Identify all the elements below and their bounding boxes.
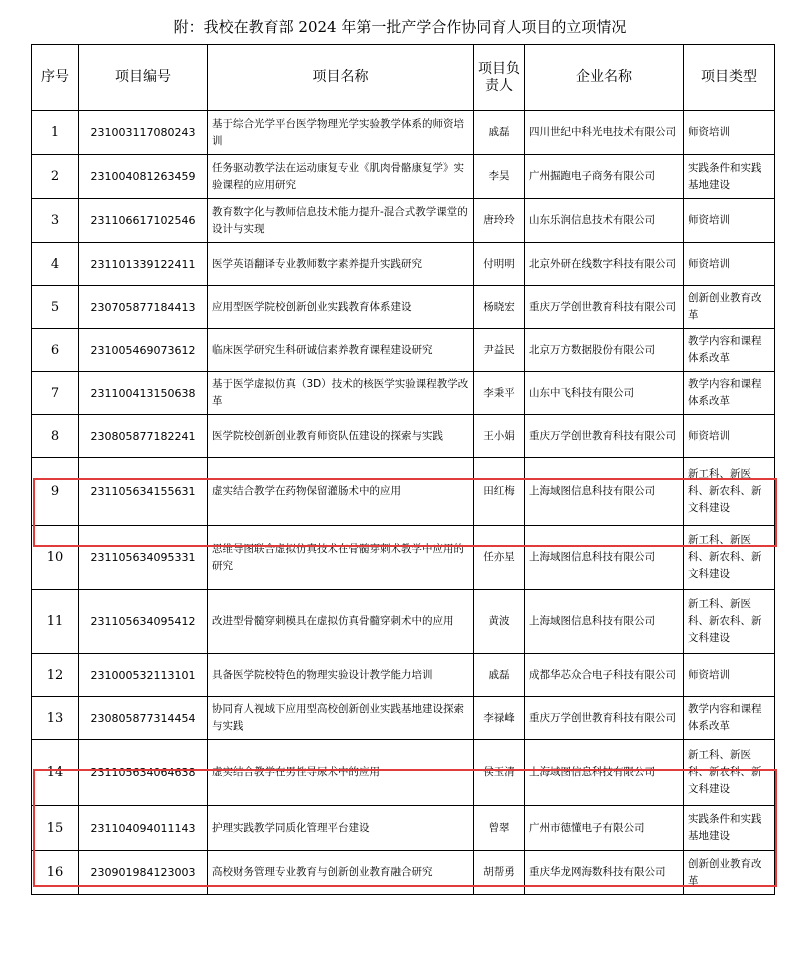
cell-type: 教学内容和课程体系改革 bbox=[684, 372, 775, 415]
cell-type: 新工科、新医科、新农科、新文科建设 bbox=[684, 590, 775, 654]
header-code: 项目编号 bbox=[79, 45, 208, 111]
table-row bbox=[32, 851, 775, 895]
cell-company: 重庆万学创世教育科技有限公司 bbox=[525, 697, 684, 740]
cell-company: 重庆华龙网海数科技有限公司 bbox=[525, 851, 684, 895]
cell-leader: 戚磊 bbox=[474, 111, 525, 155]
cell-name: 护理实践教学同质化管理平台建设 bbox=[208, 806, 474, 851]
cell-seq: 16 bbox=[32, 851, 79, 895]
table-row bbox=[32, 697, 775, 740]
table-row bbox=[32, 526, 775, 590]
header-type: 项目类型 bbox=[684, 45, 775, 111]
cell-company: 上海域图信息科技有限公司 bbox=[525, 590, 684, 654]
cell-leader: 付明明 bbox=[474, 243, 525, 286]
cell-code: 231106617102546 bbox=[79, 199, 208, 243]
cell-company: 上海域图信息科技有限公司 bbox=[525, 740, 684, 806]
table-row bbox=[32, 415, 775, 458]
cell-code: 231005469073612 bbox=[79, 329, 208, 372]
cell-name: 教育数字化与教师信息技术能力提升-混合式教学课堂的设计与实现 bbox=[208, 199, 474, 243]
table-row bbox=[32, 199, 775, 243]
cell-name: 具备医学院校特色的物理实验设计教学能力培训 bbox=[208, 654, 474, 697]
cell-code: 231101339122411 bbox=[79, 243, 208, 286]
cell-company: 成都华芯众合电子科技有限公司 bbox=[525, 654, 684, 697]
cell-seq: 1 bbox=[32, 111, 79, 155]
table-row bbox=[32, 590, 775, 654]
table-row bbox=[32, 329, 775, 372]
projects-table bbox=[31, 44, 775, 895]
cell-company: 上海域图信息科技有限公司 bbox=[525, 458, 684, 526]
cell-type: 师资培训 bbox=[684, 111, 775, 155]
cell-seq: 8 bbox=[32, 415, 79, 458]
table-row bbox=[32, 111, 775, 155]
cell-code: 230805877314454 bbox=[79, 697, 208, 740]
cell-type: 师资培训 bbox=[684, 415, 775, 458]
cell-seq: 2 bbox=[32, 155, 79, 199]
cell-type: 新工科、新医科、新农科、新文科建设 bbox=[684, 740, 775, 806]
cell-code: 231104094011143 bbox=[79, 806, 208, 851]
table-row bbox=[32, 654, 775, 697]
cell-name: 虚实结合教学在药物保留灌肠术中的应用 bbox=[208, 458, 474, 526]
cell-seq: 9 bbox=[32, 458, 79, 526]
cell-type: 教学内容和课程体系改革 bbox=[684, 329, 775, 372]
cell-company: 北京外研在线数字科技有限公司 bbox=[525, 243, 684, 286]
table-row bbox=[32, 806, 775, 851]
cell-type: 师资培训 bbox=[684, 199, 775, 243]
cell-company: 广州市德懂电子有限公司 bbox=[525, 806, 684, 851]
cell-name: 应用型医学院校创新创业实践教育体系建设 bbox=[208, 286, 474, 329]
cell-seq: 7 bbox=[32, 372, 79, 415]
table-header-row bbox=[32, 45, 775, 111]
cell-leader: 王小娟 bbox=[474, 415, 525, 458]
cell-type: 师资培训 bbox=[684, 243, 775, 286]
cell-seq: 3 bbox=[32, 199, 79, 243]
cell-type: 教学内容和课程体系改革 bbox=[684, 697, 775, 740]
cell-leader: 戚磊 bbox=[474, 654, 525, 697]
page-title: 附：我校在教育部 2024 年第一批产学合作协同育人项目的立项情况 bbox=[173, 18, 627, 36]
cell-name: 基于医学虚拟仿真（3D）技术的核医学实验课程教学改革 bbox=[208, 372, 474, 415]
cell-leader: 唐玲玲 bbox=[474, 199, 525, 243]
cell-leader: 尹益民 bbox=[474, 329, 525, 372]
header-name: 项目名称 bbox=[208, 45, 474, 111]
table-row bbox=[32, 286, 775, 329]
cell-name: 改进型骨髓穿刺模具在虚拟仿真骨髓穿刺术中的应用 bbox=[208, 590, 474, 654]
cell-type: 实践条件和实践基地建设 bbox=[684, 806, 775, 851]
cell-name: 协同育人视域下应用型高校创新创业实践基地建设探索与实践 bbox=[208, 697, 474, 740]
cell-name: 虚实结合教学在男性导尿术中的应用 bbox=[208, 740, 474, 806]
table-row bbox=[32, 458, 775, 526]
cell-type: 新工科、新医科、新农科、新文科建设 bbox=[684, 526, 775, 590]
cell-name: 基于综合光学平台医学物理光学实验教学体系的师资培训 bbox=[208, 111, 474, 155]
cell-leader: 李禄峰 bbox=[474, 697, 525, 740]
cell-company: 上海域图信息科技有限公司 bbox=[525, 526, 684, 590]
cell-company: 重庆万学创世教育科技有限公司 bbox=[525, 415, 684, 458]
cell-code: 231105634095331 bbox=[79, 526, 208, 590]
cell-seq: 14 bbox=[32, 740, 79, 806]
cell-code: 230805877182241 bbox=[79, 415, 208, 458]
cell-company: 山东乐润信息技术有限公司 bbox=[525, 199, 684, 243]
cell-code: 231003117080243 bbox=[79, 111, 208, 155]
header-leader: 项目负责人 bbox=[474, 45, 525, 111]
cell-code: 231105634064638 bbox=[79, 740, 208, 806]
cell-seq: 10 bbox=[32, 526, 79, 590]
cell-name: 思维导图联合虚拟仿真技术在骨髓穿刺术教学中应用的研究 bbox=[208, 526, 474, 590]
table-row bbox=[32, 740, 775, 806]
cell-name: 医学英语翻译专业教师数字素养提升实践研究 bbox=[208, 243, 474, 286]
cell-seq: 5 bbox=[32, 286, 79, 329]
cell-code: 230901984123003 bbox=[79, 851, 208, 895]
cell-seq: 12 bbox=[32, 654, 79, 697]
cell-leader: 李昊 bbox=[474, 155, 525, 199]
cell-name: 高校财务管理专业教育与创新创业教育融合研究 bbox=[208, 851, 474, 895]
header-company: 企业名称 bbox=[525, 45, 684, 111]
cell-company: 北京万方数据股份有限公司 bbox=[525, 329, 684, 372]
cell-code: 231100413150638 bbox=[79, 372, 208, 415]
cell-leader: 杨晓宏 bbox=[474, 286, 525, 329]
table-row bbox=[32, 372, 775, 415]
cell-seq: 13 bbox=[32, 697, 79, 740]
cell-company: 重庆万学创世教育科技有限公司 bbox=[525, 286, 684, 329]
cell-leader: 任亦星 bbox=[474, 526, 525, 590]
cell-name: 任务驱动教学法在运动康复专业《肌肉骨骼康复学》实验课程的应用研究 bbox=[208, 155, 474, 199]
cell-seq: 11 bbox=[32, 590, 79, 654]
cell-name: 临床医学研究生科研诚信素养教育课程建设研究 bbox=[208, 329, 474, 372]
cell-code: 231105634095412 bbox=[79, 590, 208, 654]
cell-type: 师资培训 bbox=[684, 654, 775, 697]
cell-leader: 黄波 bbox=[474, 590, 525, 654]
cell-name: 医学院校创新创业教育师资队伍建设的探索与实践 bbox=[208, 415, 474, 458]
cell-seq: 15 bbox=[32, 806, 79, 851]
cell-code: 231105634155631 bbox=[79, 458, 208, 526]
cell-company: 四川世纪中科光电技术有限公司 bbox=[525, 111, 684, 155]
cell-type: 创新创业教育改革 bbox=[684, 286, 775, 329]
cell-company: 广州掘跑电子商务有限公司 bbox=[525, 155, 684, 199]
header-seq: 序号 bbox=[32, 45, 79, 111]
cell-code: 231004081263459 bbox=[79, 155, 208, 199]
cell-leader: 李秉平 bbox=[474, 372, 525, 415]
cell-code: 230705877184413 bbox=[79, 286, 208, 329]
cell-type: 创新创业教育改革 bbox=[684, 851, 775, 895]
cell-code: 231000532113101 bbox=[79, 654, 208, 697]
cell-leader: 侯玉清 bbox=[474, 740, 525, 806]
cell-type: 实践条件和实践基地建设 bbox=[684, 155, 775, 199]
cell-type: 新工科、新医科、新农科、新文科建设 bbox=[684, 458, 775, 526]
cell-leader: 胡帮勇 bbox=[474, 851, 525, 895]
cell-seq: 6 bbox=[32, 329, 79, 372]
table-row bbox=[32, 155, 775, 199]
table-row bbox=[32, 243, 775, 286]
cell-seq: 4 bbox=[32, 243, 79, 286]
cell-leader: 田红梅 bbox=[474, 458, 525, 526]
cell-leader: 曾翠 bbox=[474, 806, 525, 851]
cell-company: 山东中飞科技有限公司 bbox=[525, 372, 684, 415]
